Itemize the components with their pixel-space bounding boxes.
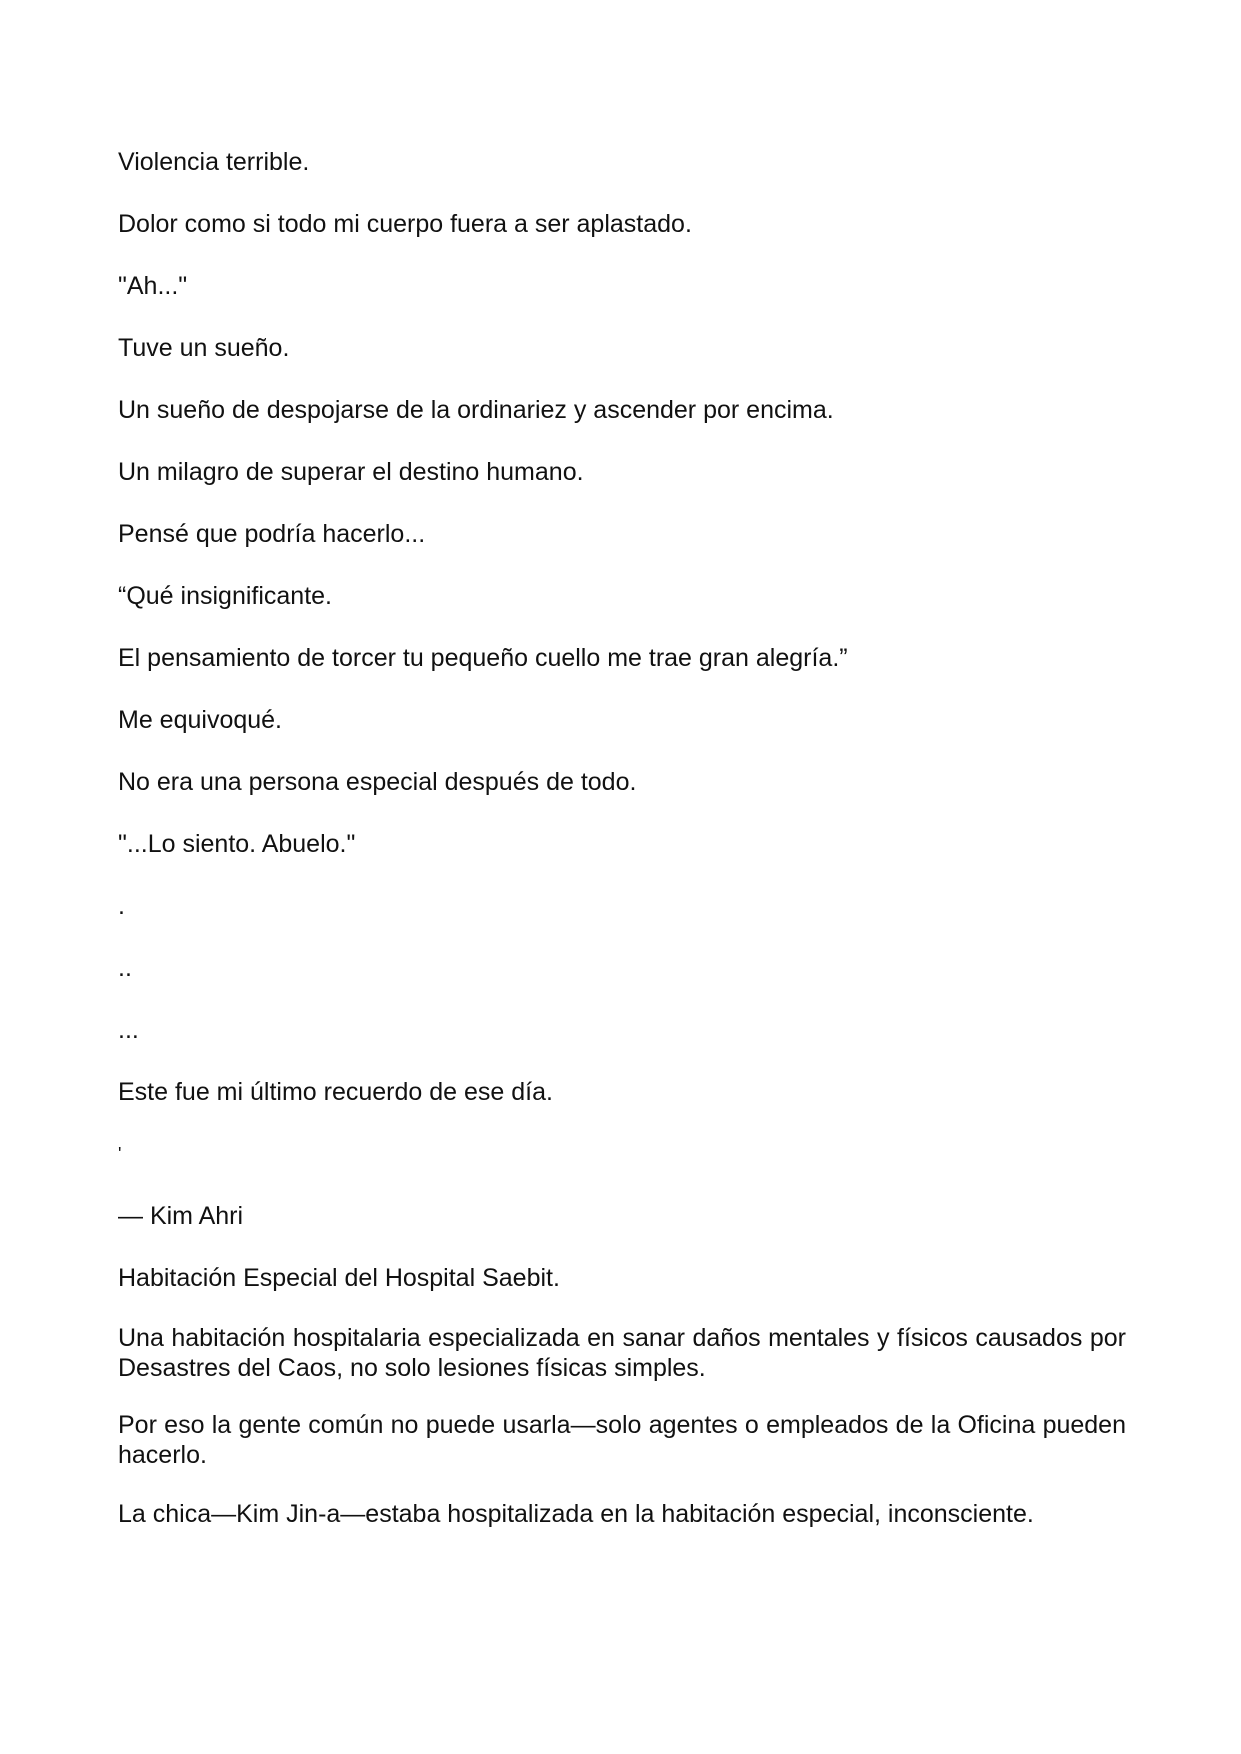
paragraph: “Qué insignificante. [118,582,333,610]
document-body [118,145,1126,1559]
paragraph: Una habitación hospitalaria especializada en sanar daños mentales y físicos causados por Desastres del Caos, no solo lesiones físicas simples. [118,1324,1126,1382]
paragraph: Pensé que podría hacerlo... [118,520,426,548]
paragraph: No era una persona especial después de todo. [118,768,637,796]
paragraph: Un sueño de despojarse de la ordinariez y ascender por encima. [118,396,834,424]
paragraph: Este fue mi último recuerdo de ese día. [118,1078,553,1106]
paragraph: Violencia terrible. [118,148,310,176]
paragraph: Tuve un sueño. [118,334,290,362]
section-heading: — Kim Ahri [118,1202,244,1230]
paragraph: "...Lo siento. Abuelo." [118,830,356,858]
paragraph: Habitación Especial del Hospital Saebit. [118,1264,560,1292]
paragraph: Me equivoqué. [118,706,283,734]
ellipsis-line: .. [118,954,132,982]
paragraph: El pensamiento de torcer tu pequeño cuello me trae gran alegría.” [118,644,848,672]
ellipsis-line: ... [118,1016,139,1044]
paragraph: Dolor como si todo mi cuerpo fuera a ser aplastado. [118,210,692,238]
paragraph: Por eso la gente común no puede usarla—solo agentes o empleados de la Oficina pueden hacerlo. [118,1411,1126,1469]
paragraph: "Ah..." [118,272,188,300]
apostrophe-mark: ' [118,1144,122,1164]
paragraph: La chica—Kim Jin-a—estaba hospitalizada en la habitación especial, inconsciente. [118,1500,1034,1528]
ellipsis-line: . [118,892,125,920]
paragraph: Un milagro de superar el destino humano. [118,458,584,486]
